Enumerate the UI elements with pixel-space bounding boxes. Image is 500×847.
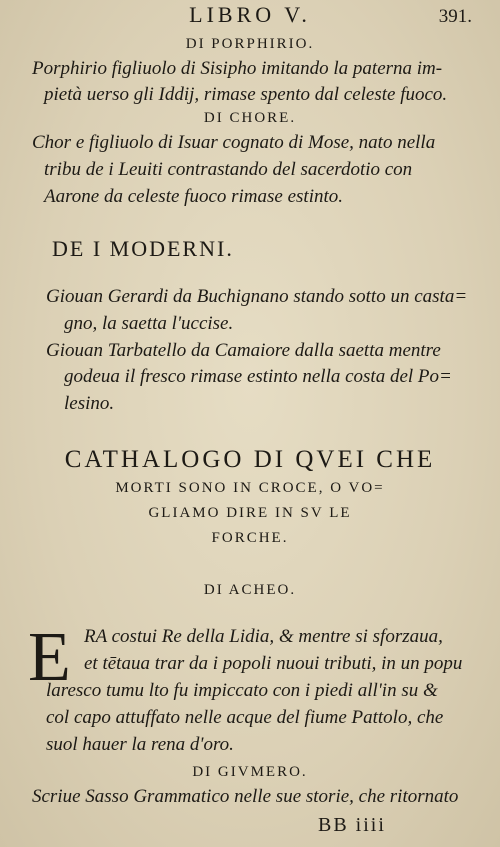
- text-line: Chor e figliuolo di Isuar cognato di Mose, nato nella: [32, 132, 436, 153]
- text-line: Giouan Gerardi da Buchignano stando sotto un casta=: [46, 286, 468, 307]
- catalog-title-line: MORTI SONO IN CROCE, O VO=: [115, 480, 385, 496]
- section-heading: DI ACHEO.: [203, 582, 297, 598]
- text-line: et tētaua trar da i popoli nuoui tributi, in un popu: [84, 653, 463, 674]
- text-line: lesino.: [64, 393, 115, 414]
- page-number: 391.: [438, 6, 472, 27]
- running-head: LIBRO V.: [189, 2, 311, 27]
- text-line: Aarone da celeste fuoco rimase estinto.: [44, 186, 344, 207]
- text-line: RA costui Re della Lidia, & mentre si sforzaua,: [84, 626, 443, 647]
- text-line: Scriue Sasso Grammatico nelle sue storie, che ritornato: [32, 786, 459, 807]
- catalog-title-line: FORCHE.: [211, 530, 289, 546]
- text-line: pietà uerso gli Iddij, rimase spento dal celeste fuoco.: [44, 84, 448, 105]
- text-line: gno, la saetta l'uccise.: [64, 313, 234, 334]
- catalog-title-line: GLIAMO DIRE IN SV LE: [148, 505, 352, 521]
- section-heading: DI CHORE.: [203, 110, 297, 126]
- section-heading: DI GIVMERO.: [192, 764, 308, 780]
- text-line: col capo attuffato nelle acque del fiume Pattolo, che: [46, 707, 444, 728]
- text-line: suol hauer la rena d'oro.: [46, 734, 234, 755]
- drop-cap: E: [28, 619, 71, 696]
- text-line: tribu de i Leuiti contrastando del sacerdotio con: [44, 159, 413, 180]
- text-line: Porphirio figliuolo di Sisipho imitando la paterna im-: [32, 58, 443, 79]
- section-heading: DI PORPHIRIO.: [185, 36, 315, 52]
- text-line: godeua il fresco rimase estinto nella costa del Po=: [64, 366, 452, 387]
- section-heading: DE I MODERNI.: [52, 236, 234, 261]
- catalog-title: CATHALOGO DI QVEI CHE: [64, 446, 436, 473]
- signature-mark: BB iiii: [318, 814, 386, 836]
- text-line: laresco tumu lto fu impiccato con i piedi all'in su &: [46, 680, 438, 701]
- text-line: Giouan Tarbatello da Camaiore dalla saetta mentre: [46, 340, 441, 361]
